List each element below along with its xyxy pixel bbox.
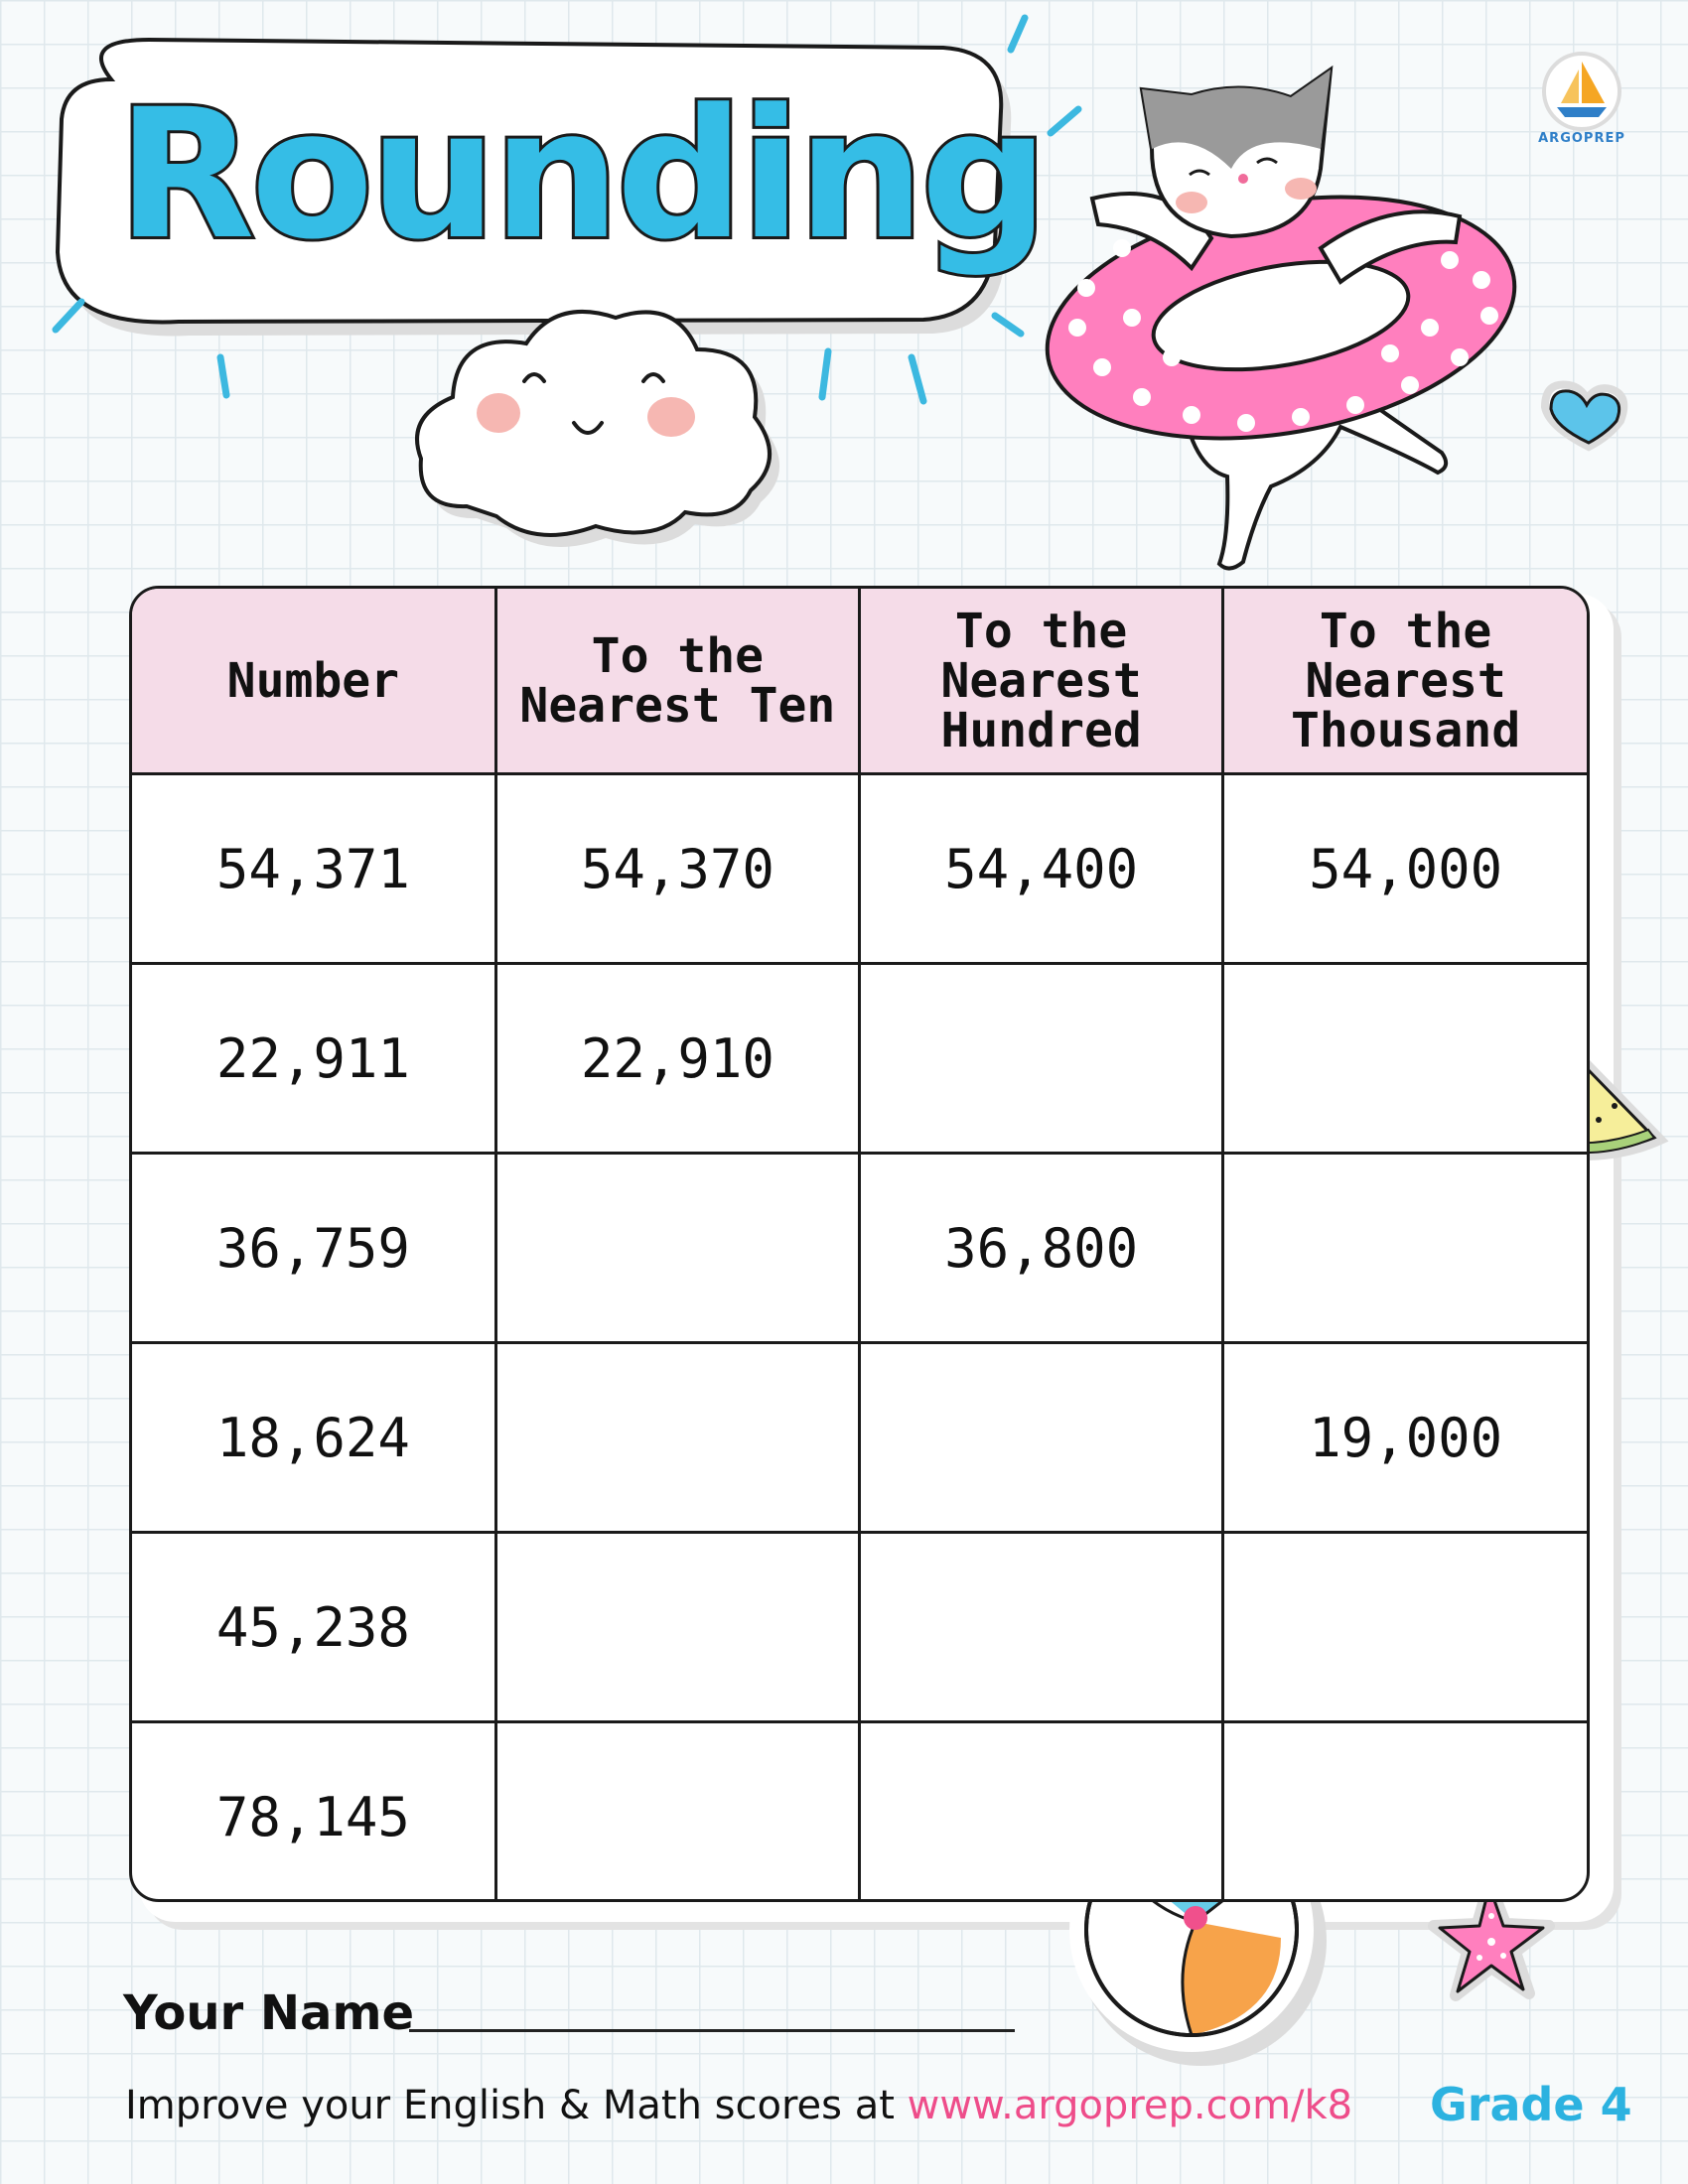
nearest-ten-cell: 54,370	[495, 774, 859, 964]
your-name-line[interactable]	[409, 2029, 1015, 2032]
table-row	[132, 774, 1587, 964]
heart-icon	[1545, 384, 1623, 447]
footer-promo	[125, 2083, 1352, 2128]
nearest-ten-cell[interactable]	[495, 1154, 859, 1343]
rounding-grid	[132, 589, 1587, 1902]
nearest-thousand-cell: 54,000	[1223, 774, 1587, 964]
nearest-hundred-cell[interactable]	[860, 1533, 1223, 1722]
footer-link[interactable]: www.argoprep.com/k8	[907, 2083, 1353, 2128]
nearest-ten-cell: 22,910	[495, 964, 859, 1154]
nearest-hundred-cell[interactable]	[860, 964, 1223, 1154]
number-cell: 18,624	[132, 1343, 495, 1533]
table-row	[132, 964, 1587, 1154]
nearest-ten-cell[interactable]	[495, 1722, 859, 1903]
table-header-row	[132, 589, 1587, 774]
sailboat-logo-icon	[1527, 48, 1636, 131]
column-header-nearest-hundred: To the Nearest Hundred	[860, 589, 1223, 774]
nearest-thousand-cell[interactable]	[1223, 1722, 1587, 1903]
nearest-hundred-cell: 36,800	[860, 1154, 1223, 1343]
column-header-number: Number	[132, 589, 495, 774]
rounding-table	[129, 586, 1590, 1902]
number-cell: 22,911	[132, 964, 495, 1154]
grade-label: Grade 4	[1430, 2078, 1632, 2131]
number-cell: 45,238	[132, 1533, 495, 1722]
brand-logo	[1527, 48, 1636, 157]
worksheet-title: Rounding	[117, 71, 1046, 279]
number-cell: 78,145	[132, 1722, 495, 1903]
cat-with-float-icon	[1028, 69, 1533, 569]
column-header-nearest-ten: To the Nearest Ten	[495, 589, 859, 774]
number-cell: 54,371	[132, 774, 495, 964]
nearest-thousand-cell: 19,000	[1223, 1343, 1587, 1533]
nearest-ten-cell[interactable]	[495, 1343, 859, 1533]
nearest-thousand-cell[interactable]	[1223, 1533, 1587, 1722]
nearest-thousand-cell[interactable]	[1223, 964, 1587, 1154]
cloud-icon	[417, 312, 779, 547]
table-row	[132, 1533, 1587, 1722]
brand-name: ARGOPREP	[1538, 131, 1625, 146]
table-row	[132, 1343, 1587, 1533]
nearest-hundred-cell[interactable]	[860, 1343, 1223, 1533]
your-name-label: Your Name	[123, 1985, 415, 2041]
nearest-hundred-cell: 54,400	[860, 774, 1223, 964]
table-row	[132, 1154, 1587, 1343]
nearest-hundred-cell[interactable]	[860, 1722, 1223, 1903]
footer-text: Improve your English & Math scores at	[125, 2083, 908, 2128]
nearest-ten-cell[interactable]	[495, 1533, 859, 1722]
number-cell: 36,759	[132, 1154, 495, 1343]
nearest-thousand-cell[interactable]	[1223, 1154, 1587, 1343]
column-header-nearest-thousand: To the Nearest Thousand	[1223, 589, 1587, 774]
table-row	[132, 1722, 1587, 1903]
